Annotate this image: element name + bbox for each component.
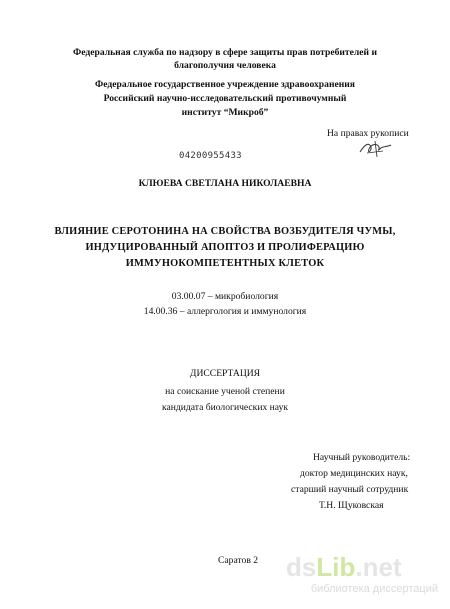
supervisor-degree: доктор медицинских наук,: [300, 468, 408, 479]
org-line-5: институт “Микроб”: [181, 107, 269, 118]
org-line-2: благополучия человека: [174, 60, 276, 71]
degree-line-1: на соискание ученой степени: [165, 386, 285, 397]
author-name: КЛЮЕВА СВЕТЛАНА НИКОЛАЕВНА: [138, 178, 312, 189]
specialty-1: 03.00.07 – микробиология: [171, 291, 279, 302]
degree-line-2: кандидата биологических наук: [161, 402, 289, 413]
watermark-logo: dsLib.net: [286, 552, 402, 582]
dissertation-heading: ДИССЕРТАЦИЯ: [189, 368, 261, 379]
title-line-3: ИММУНОКОМПЕТЕНТНЫХ КЛЕТОК: [125, 258, 325, 269]
org-line-3: Федеральное государственное учреждение здравоохранения: [95, 79, 355, 90]
org-line-4: Российский научно-исследовательский противочумный: [103, 93, 347, 104]
supervisor-label: Научный руководитель:: [313, 452, 411, 463]
city-year: Саратов 2: [218, 555, 259, 566]
supervisor-name: Т.Н. Щуковская: [319, 500, 384, 511]
org-line-1: Федеральная служба по надзору в сфере защиты прав потребителей и: [73, 47, 377, 58]
title-line-2: ИНДУЦИРОВАННЫЙ АПОПТОЗ И ПРОЛИФЕРАЦИЮ: [85, 242, 365, 253]
rights-note: На правах рукописи: [327, 128, 409, 139]
watermark-subtitle: библиотека диссертаций: [310, 583, 438, 595]
specialty-2: 14.00.36 – аллергология и иммунология: [143, 306, 307, 317]
dslib-watermark: [270, 551, 438, 601]
title-line-1: ВЛИЯНИЕ СЕРОТОНИНА НА СВОЙСТВА ВОЗБУДИТЕЛЯ ЧУМЫ,: [54, 226, 396, 237]
signature-icon: [357, 138, 397, 160]
registry-number: 04200955433: [179, 151, 242, 161]
supervisor-position: старший научный сотрудник: [291, 484, 409, 495]
